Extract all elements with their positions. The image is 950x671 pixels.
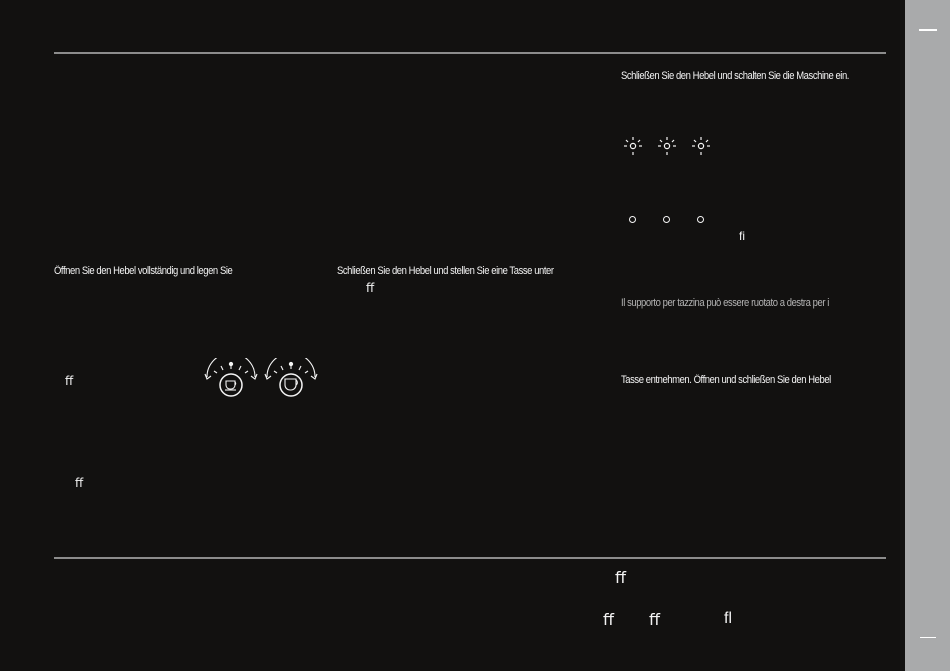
knob-large-cup-icon xyxy=(263,358,319,400)
steady-light-icon xyxy=(697,216,704,223)
steady-light-icon xyxy=(629,216,636,223)
top-dash xyxy=(919,29,937,31)
blinking-light-icon xyxy=(690,136,712,156)
remove-cups-instruction: Tasse entnehmen. Öffnen und schließen Sie den Hebel xyxy=(621,374,831,386)
bottom-rule xyxy=(54,557,886,559)
col2-ligature: ﬀ xyxy=(366,281,375,295)
page-edge-tab xyxy=(905,0,950,671)
bottom-ligature-3: ﬀ xyxy=(649,612,661,629)
top-rule xyxy=(54,52,886,54)
bottom-dash xyxy=(920,637,936,638)
knob-small-cup-icon xyxy=(203,358,259,400)
blinking-light-icon xyxy=(656,136,678,156)
bottom-ligature-4: ﬂ xyxy=(724,610,732,627)
col1-ligature-a: ﬀ xyxy=(65,374,74,388)
col2-instruction: Schließen Sie den Hebel und stellen Sie eine Tasse unter xyxy=(337,265,554,277)
italian-note: Il supporto per tazzina può essere ruotato a destra per i xyxy=(621,297,829,309)
steady-light-icon xyxy=(663,216,670,223)
col1-ligature-b: ﬀ xyxy=(75,476,84,490)
col3-instruction: Schließen Sie den Hebel und schalten Sie die Maschine ein. xyxy=(621,70,850,82)
blinking-light-icon xyxy=(622,136,644,156)
col3-ligature: ﬁ xyxy=(739,229,745,243)
bottom-ligature-2: ﬀ xyxy=(603,612,615,629)
bottom-ligature-1: ﬀ xyxy=(615,570,627,587)
col1-instruction: Öffnen Sie den Hebel vollständig und legen Sie xyxy=(54,265,233,277)
